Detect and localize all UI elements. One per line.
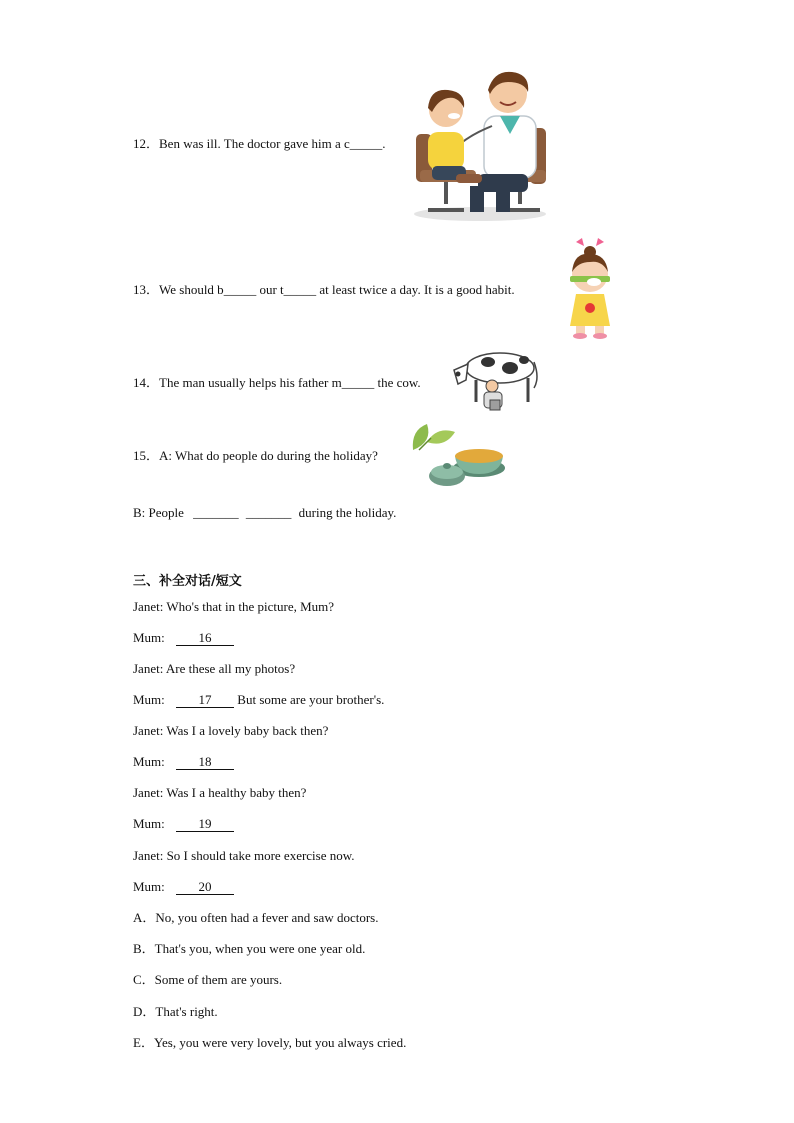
- option-text: Yes, you were very lovely, but you always cried.: [153, 1035, 407, 1050]
- option-label: C．: [133, 972, 155, 987]
- answer-blank: _____: [349, 136, 383, 151]
- tea-illustration: [403, 420, 507, 492]
- speaker: Janet:: [133, 785, 164, 800]
- answer-blank: _____: [341, 375, 375, 390]
- dialog-text: But some are your brother's.: [237, 692, 385, 707]
- question-15-a: [133, 448, 378, 464]
- speaker: Mum:: [133, 879, 165, 894]
- question-14: [133, 375, 421, 391]
- question-text: We should b: [159, 282, 224, 297]
- answer-blank-16: 16: [176, 631, 234, 646]
- answer-blank-1: _______: [193, 505, 239, 520]
- question-15-b: [133, 505, 396, 521]
- speaker: Janet:: [133, 661, 164, 676]
- answer-blank-2: _____: [283, 282, 317, 297]
- dialog-line-5: [133, 723, 328, 739]
- answer-blank-20: 20: [176, 880, 234, 895]
- dialog-line-7: [133, 785, 306, 801]
- speaker: Mum:: [133, 816, 165, 831]
- dialog-line-4: [133, 692, 384, 708]
- dialog-text: Are these all my photos?: [165, 661, 296, 676]
- answer-blank-18: 18: [176, 755, 234, 770]
- option-d: [133, 1004, 218, 1020]
- question-number: 12．: [133, 136, 160, 151]
- girl-brushing-illustration: [562, 234, 618, 340]
- option-c: [133, 972, 282, 988]
- speaker: Mum:: [133, 754, 165, 769]
- option-e: [133, 1035, 406, 1051]
- answer-blank-17: 17: [176, 693, 234, 708]
- dialog-text: Who's that in the picture, Mum?: [166, 599, 335, 614]
- question-12: [133, 136, 386, 152]
- dialog-line-3: [133, 661, 295, 677]
- question-text: Ben was ill. The doctor gave him a c: [159, 136, 350, 151]
- section-heading: 三、补全对话/短文: [133, 574, 242, 589]
- answer-text-end: during the holiday.: [298, 505, 397, 520]
- question-13: [133, 282, 515, 298]
- question-number: 14．: [133, 375, 160, 390]
- dialog-line-8: [133, 816, 234, 832]
- question-text: The man usually helps his father m: [159, 375, 342, 390]
- question-text-end: .: [382, 136, 386, 151]
- option-label: B．: [133, 941, 155, 956]
- option-label: D．: [133, 1004, 156, 1019]
- speaker: Mum:: [133, 630, 165, 645]
- dialog-line-2: [133, 630, 234, 646]
- speaker: Mum:: [133, 692, 165, 707]
- question-text-end: the cow.: [374, 375, 421, 390]
- milking-cow-illustration: [450, 348, 538, 414]
- speaker: Janet:: [133, 723, 164, 738]
- dialog-line-10: [133, 879, 234, 895]
- option-a: [133, 910, 379, 926]
- question-number: 13．: [133, 282, 160, 297]
- question-text-mid: our t: [256, 282, 284, 297]
- answer-label: B: People: [133, 505, 184, 520]
- option-text: That's right.: [155, 1004, 218, 1019]
- dialog-line-1: [133, 599, 334, 615]
- speaker: Janet:: [133, 848, 164, 863]
- dialog-line-9: [133, 848, 355, 864]
- option-text: That's you, when you were one year old.: [154, 941, 366, 956]
- dialog-text: Was I a healthy baby then?: [166, 785, 307, 800]
- question-text: A: What do people do during the holiday?: [159, 448, 378, 463]
- option-b: [133, 941, 365, 957]
- speaker: Janet:: [133, 599, 164, 614]
- dialog-line-6: [133, 754, 234, 770]
- answer-blank-1: _____: [223, 282, 257, 297]
- option-text: No, you often had a fever and saw doctors.: [155, 910, 379, 925]
- option-text: Some of them are yours.: [154, 972, 283, 987]
- option-label: A．: [133, 910, 156, 925]
- answer-blank-2: _______: [245, 505, 292, 520]
- question-text-end: at least twice a day. It is a good habit.: [316, 282, 515, 297]
- dialog-text: Was I a lovely baby back then?: [166, 723, 329, 738]
- question-number: 15．: [133, 448, 160, 463]
- doctor-boy-illustration: [408, 62, 550, 224]
- answer-blank-19: 19: [176, 817, 234, 832]
- option-label: E．: [133, 1035, 154, 1050]
- dialog-text: So I should take more exercise now.: [166, 848, 355, 863]
